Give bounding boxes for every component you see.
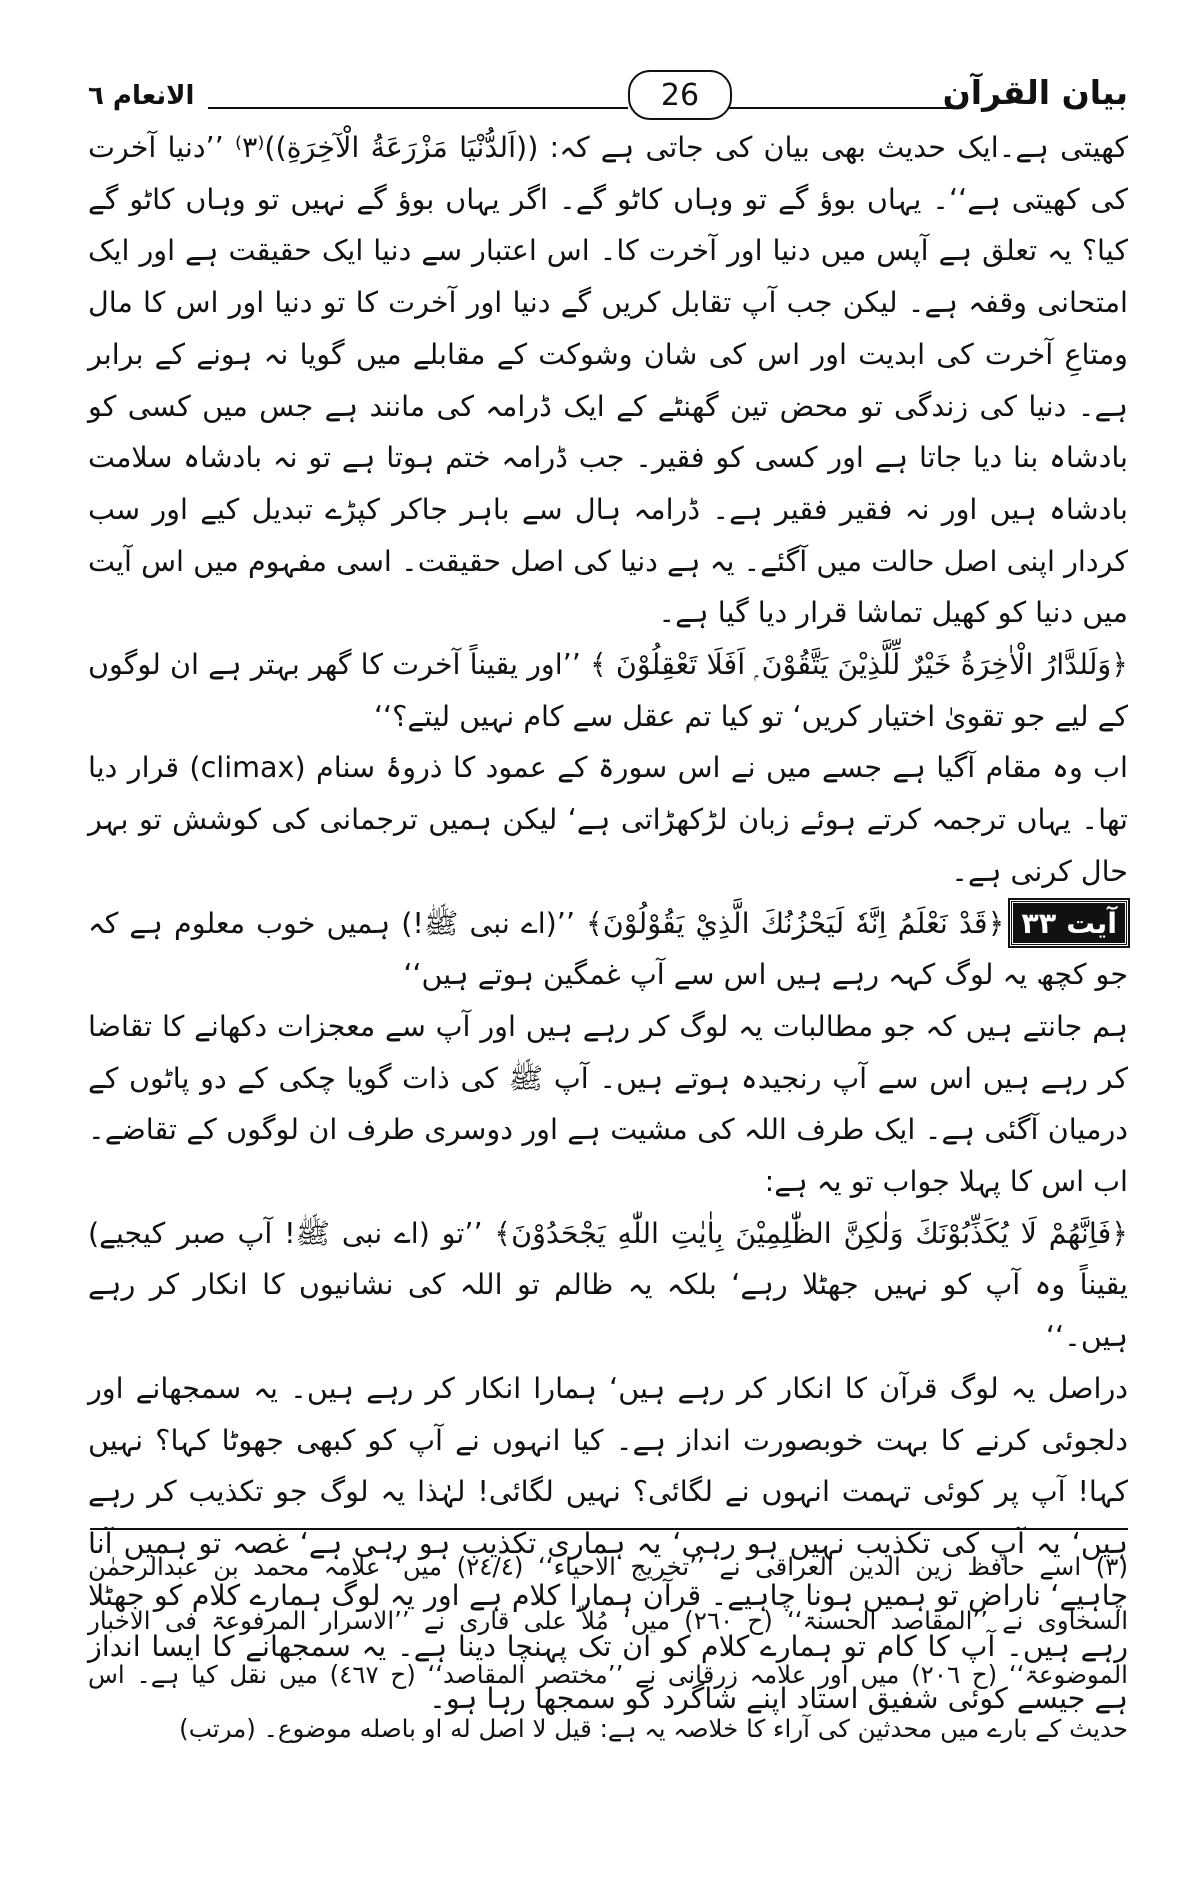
- main-text: [88, 122, 1128, 1725]
- page-number: 26: [660, 77, 700, 113]
- footnote: [88, 1540, 1128, 1756]
- header-rule-left: [208, 107, 628, 109]
- paragraph-7: دراصل یہ لوگ قرآن کا انکار کر رہے ہیں‘ ہمارا انکار کر رہے ہیں۔ یہ سمجھانے اور دلجوئی کرنے کا بہت خوبصورت انداز ہے۔ کیا انہوں نے آپ کو کبھی جھوٹا کہا؟ نہیں کہا! آپ پر کوئی تہمت انہوں نے لگائی؟ نہیں لگائی! لہٰذا یہ لوگ جو تکذیب کر رہے ہیں‘ یہ آپ کی تکذیب نہیں ہو رہی‘ یہ ہماری تکذیب ہو رہی ہے‘ غصہ تو ہمیں آنا چاہیے‘ ناراض تو ہمیں ہونا چاہیے۔ قرآن ہمارا کلام ہے اور یہ لوگ ہمارے کلام کو جھٹلا رہے ہیں۔ آپ کا کام تو ہمارے کلام کو ان تک پہنچا دینا ہے۔ یہ سمجھانے کا ایسا انداز ہے جیسے کوئی شفیق استاد اپنے شاگرد کو سمجھا رہا ہو۔: [88, 1370, 1128, 1716]
- paragraph-6: ﴿فَاِنَّهُمْ لَا يُكَذِّبُوْنَكَ وَلٰكِنَّ الظّٰلِمِيْنَ بِاٰيٰتِ اللّٰهِ يَجْحَدُوْنَ﴾ ’’تو (اے نبی ﷺ! آپ صبر کیجیے) یقیناً وہ آپ کو نہیں جھٹلا رہے‘ بلکہ یہ ظالم تو اللہ کی نشانیوں کا انکار کر رہے ہیں۔‘‘: [88, 1215, 1128, 1354]
- paragraph-1: کھیتی ہے۔ایک حدیث بھی بیان کی جاتی ہے کہ: ((اَلدُّنْیَا مَزْرَعَةُ الْآخِرَةِ))⁽٣⁾ ’’دنیا آخرت کی کھیتی ہے‘‘۔ یہاں بوؤ گے تو وہاں کاٹو گے۔ اگر یہاں بوؤ گے نہیں تو وہاں کاٹو گے کیا؟ یہ تعلق ہے آپس میں دنیا اور آخرت کا۔ اس اعتبار سے دنیا ایک حقیقت ہے اور ایک امتحانی وقفہ ہے۔ لیکن جب آپ تقابل کریں گے دنیا اور آخرت کا تو دنیا اور اس کا مال ومتاعِ آخرت کی ابدیت اور اس کی شان وشوکت کے مقابلے میں گویا نہ ہونے کے برابر ہے۔ دنیا کی زندگی تو محض تین گھنٹے کے ایک ڈرامہ کی مانند ہے جس میں کسی کو بادشاہ بنا دیا جاتا ہے اور کسی کو فقیر۔ جب ڈرامہ ختم ہوتا ہے تو نہ بادشاہ سلامت بادشاہ ہیں اور نہ فقیر فقیر ہے۔ ڈرامہ ہال سے باہر جاکر کپڑے تبدیل کیے اور سب کردار اپنی اصل حالت میں آگئے۔ یہ ہے دنیا کی اصل حقیقت۔ اسی مفہوم میں اس آیت میں دنیا کو کھیل تماشا قرار دیا گیا ہے۔: [88, 130, 1129, 630]
- footnote-divider: [90, 1528, 1128, 1530]
- paragraph-5: ہم جانتے ہیں کہ جو مطالبات یہ لوگ کر رہے ہیں اور آپ سے معجزات دکھانے کا تقاضا کر رہے ہیں اس سے آپ رنجیدہ ہوتے ہیں۔ آپ ﷺ کی ذات گویا چکی کے دو پاٹوں کے درمیان آگئی ہے۔ ایک طرف اللہ کی مشیت ہے اور دوسری طرف ان لوگوں کے تقاضے۔ اب اس کا پہلا جواب تو یہ ہے:: [88, 1008, 1128, 1199]
- ayah-33-text: ﴿قَدْ نَعْلَمُ اِنَّهٗ لَيَحْزُنُكَ الَّذِيْ يَقُوْلُوْنَ﴾ ’’(اے نبی ﷺ!) ہمیں خوب معلوم ہے کہ جو کچھ یہ لوگ کہہ رہے ہیں اس سے آپ غمگین ہوتے ہیں‘‘: [88, 905, 1128, 992]
- paragraph-3: اب وہ مقام آگیا ہے جسے میں نے اس سورۃ کے عمود کا ذروۂ سنام (climax) قرار دیا تھا۔ یہاں ترجمہ کرتے ہوئے زبان لڑکھڑاتی ہے‘ لیکن ہمیں ترجمانی کی کوشش تو بہر حال کرنی ہے۔: [88, 750, 1129, 888]
- footnote-text: (٣) اسے حافظ زین الدین العراقی نے ’’تخریج الاحیاء‘‘ (٢٤/٤) میں‘ علامہ محمد بن عبدالرحمٰن السخاوی نے ’’المقاصد الحسنۃ‘‘ (ح ٢٦٠) میں‘ مُلاّ علی قاری نے ’’الاسرار المرفوعۃ فی الاخبار الموضوعۃ‘‘ (ح ٢٠٦) میں اور علامہ زرقانی نے ’’مختصر المقاصد‘‘ (ح ٤٦٧) میں نقل کیا ہے۔ اس حدیث کے بارے میں محدثین کی آراء کا خلاصہ یہ ہے: قیل لا اصل له او باصله موضوع۔ (مرتب): [88, 1552, 1129, 1743]
- book-title: بیان القرآن: [942, 73, 1128, 112]
- page-number-badge: [628, 70, 732, 120]
- paragraph-4-ayah-33: [88, 898, 1128, 1001]
- surah-name: الانعام ٦: [88, 81, 195, 111]
- header-rule-right: [728, 107, 958, 109]
- paragraph-2: ﴿وَلَلدَّارُ الْاٰخِرَةُ خَيْرٌ لِّلَّذِيْنَ يَتَّقُوْنَ ۭ اَفَلَا تَعْقِلُوْنَ ﴾ ’’اور یقیناً آخرت کا گھر بہتر ہے ان لوگوں کے لیے جو تقویٰ اختیار کریں‘ تو کیا تم عقل سے کام نہیں لیتے؟‘‘: [88, 647, 1128, 733]
- ayah-number-badge: آیت ٣٣: [1010, 900, 1128, 946]
